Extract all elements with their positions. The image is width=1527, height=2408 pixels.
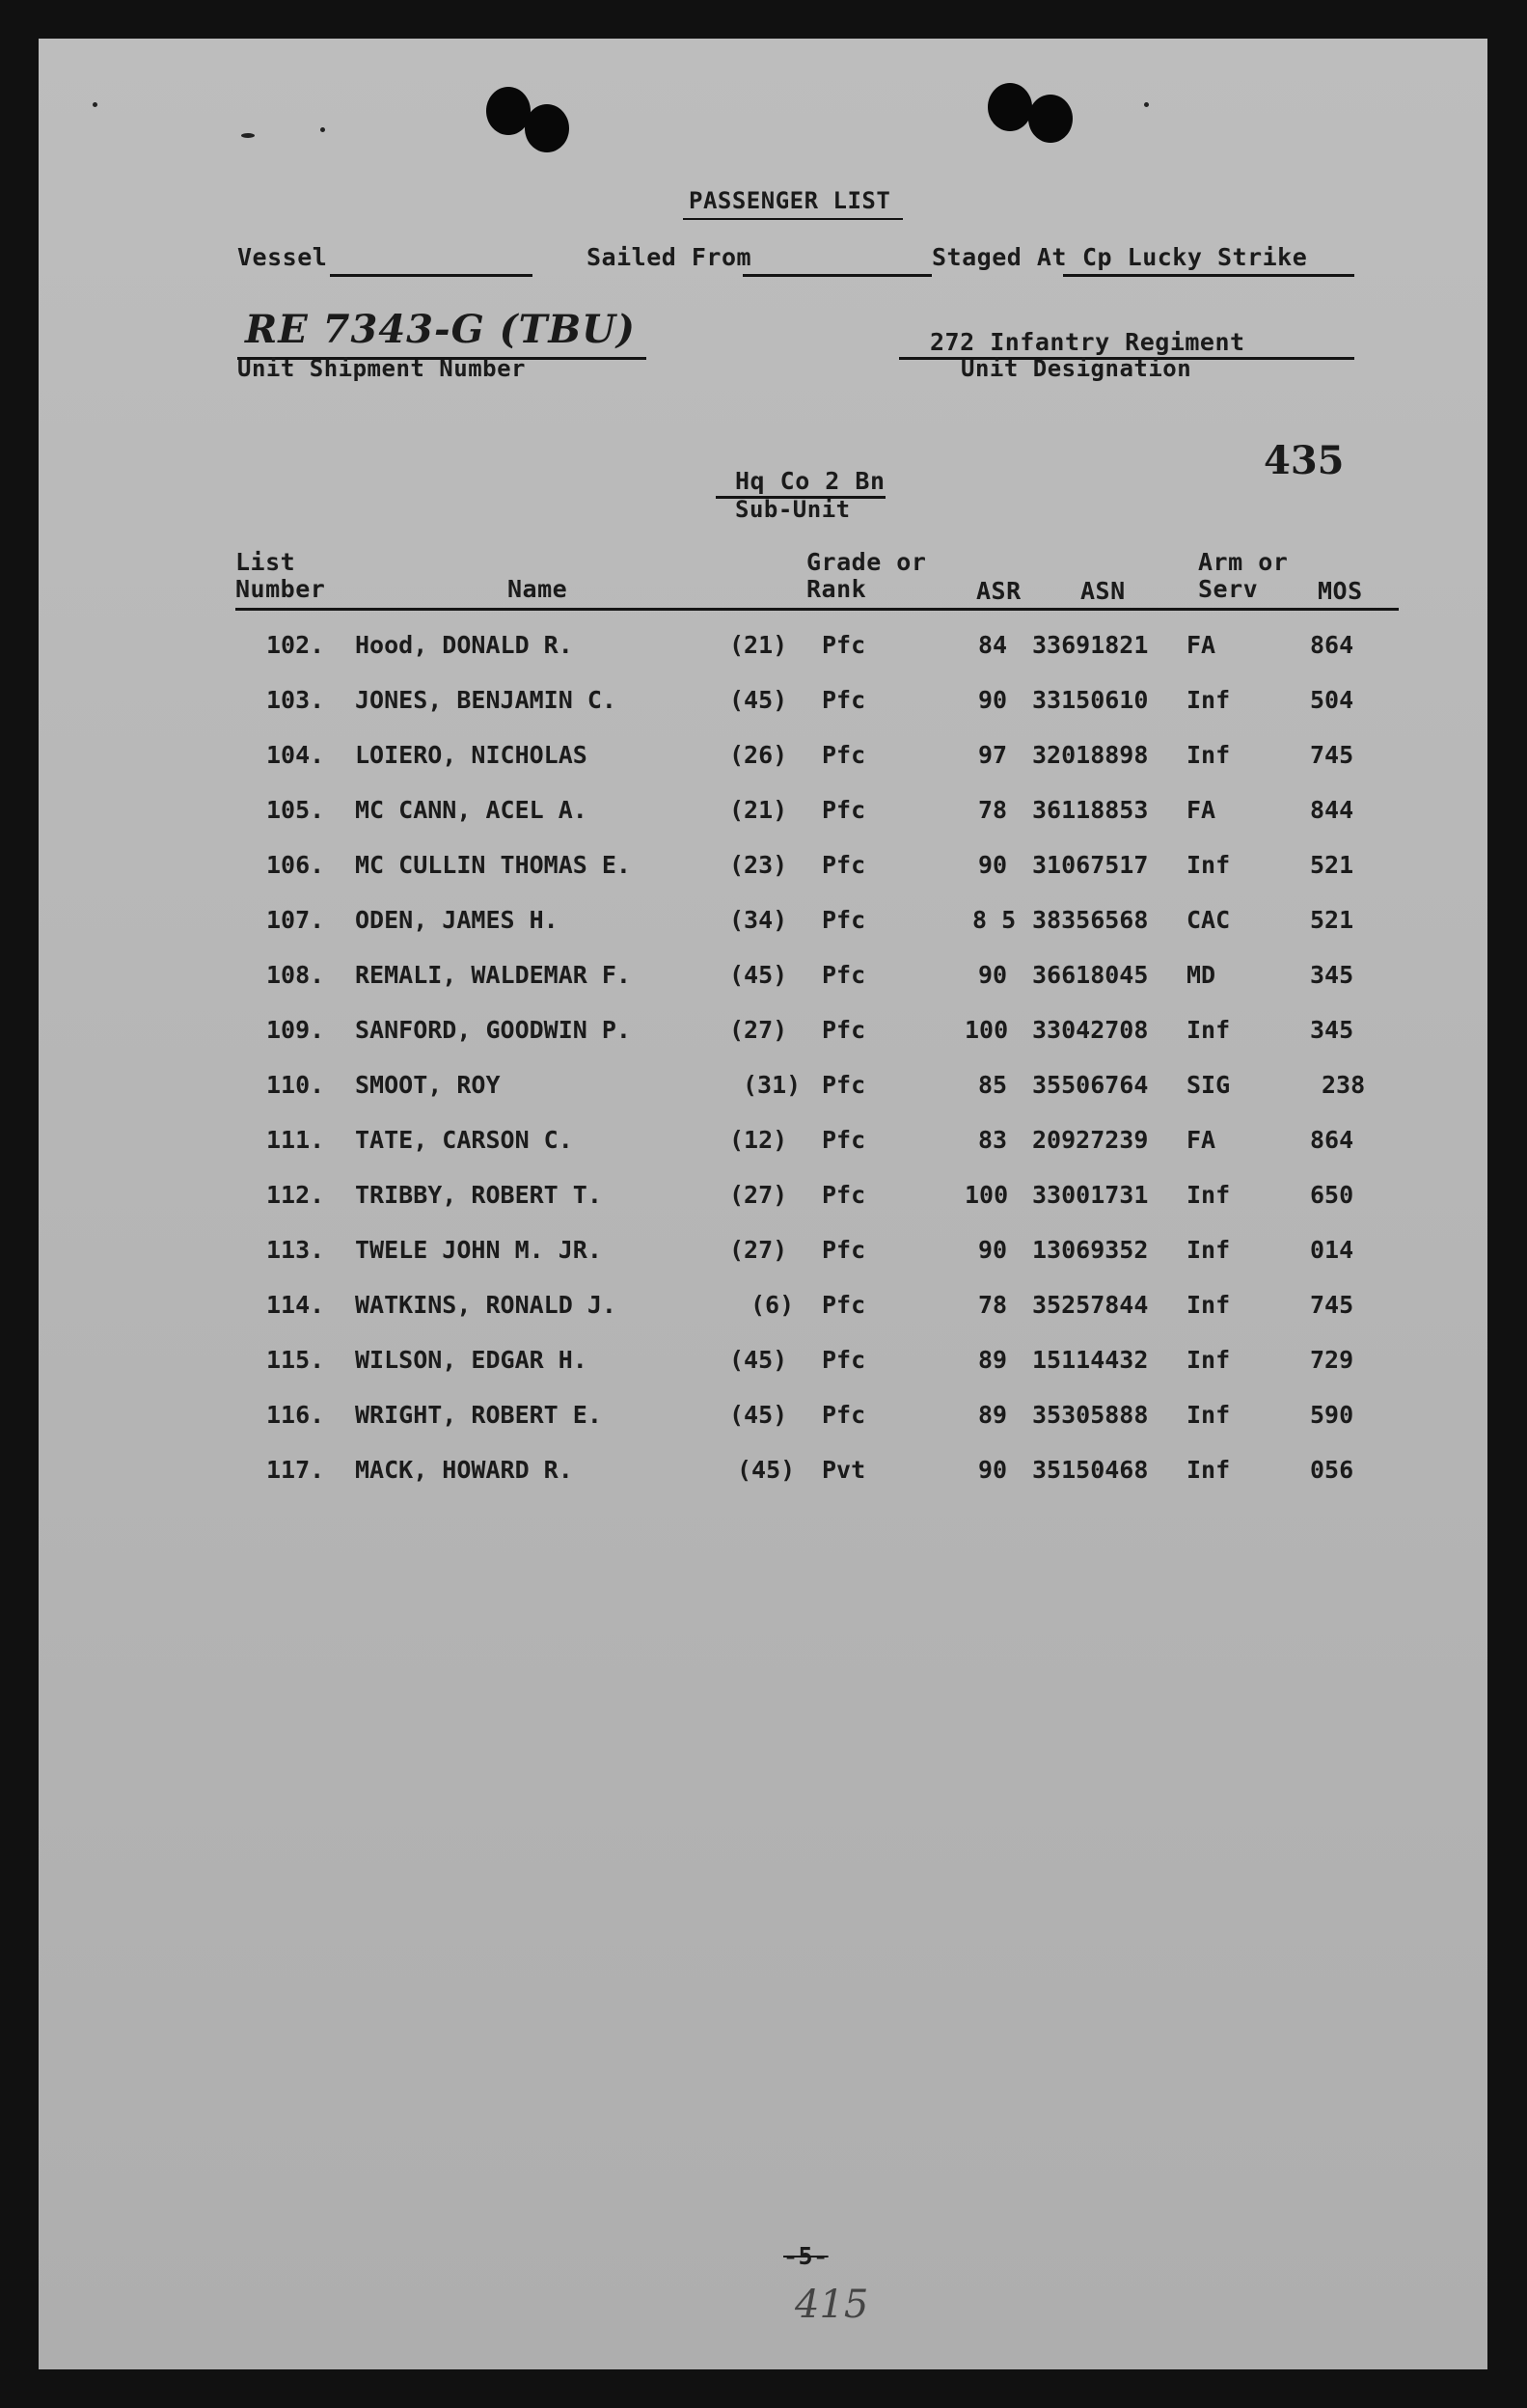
table-row bbox=[39, 1456, 1487, 1494]
table-row bbox=[39, 1291, 1487, 1329]
cell-code: (45) bbox=[729, 686, 788, 714]
cell-mos: 345 bbox=[1310, 1016, 1354, 1044]
cell-name: MACK, HOWARD R. bbox=[355, 1456, 573, 1484]
cell-rank: Pfc bbox=[822, 851, 866, 879]
unit-designation-label: Unit Designation bbox=[961, 355, 1192, 382]
cell-list-number: 113. bbox=[266, 1236, 325, 1264]
cell-asn: 35506764 bbox=[1032, 1071, 1149, 1099]
cell-asr: 90 bbox=[978, 1236, 1008, 1264]
cell-rank: Pfc bbox=[822, 741, 866, 769]
staged-at-value: Cp Lucky Strike bbox=[1082, 243, 1308, 271]
cell-arm: Inf bbox=[1186, 741, 1231, 769]
cell-rank: Pfc bbox=[822, 1126, 866, 1154]
cell-asn: 36118853 bbox=[1032, 796, 1149, 824]
cell-code: (6) bbox=[750, 1291, 795, 1319]
speck bbox=[320, 127, 325, 132]
cell-mos: 844 bbox=[1310, 796, 1354, 824]
cell-code: (27) bbox=[729, 1181, 788, 1209]
cell-name: REMALI, WALDEMAR F. bbox=[355, 961, 631, 989]
cell-asr: 78 bbox=[978, 796, 1008, 824]
cell-asr: 78 bbox=[978, 1291, 1008, 1319]
table-row bbox=[39, 1181, 1487, 1219]
cell-arm: Inf bbox=[1186, 1291, 1231, 1319]
cell-code: (31) bbox=[743, 1071, 802, 1099]
document-title: PASSENGER LIST bbox=[689, 187, 891, 214]
cell-asr: 90 bbox=[978, 1456, 1008, 1484]
cell-asr: 8 5 bbox=[972, 906, 1017, 934]
table-row bbox=[39, 631, 1487, 670]
cell-asr: 84 bbox=[978, 631, 1008, 659]
sailed-from-label: Sailed From bbox=[586, 243, 752, 271]
cell-arm: CAC bbox=[1186, 906, 1231, 934]
cell-mos: 521 bbox=[1310, 851, 1354, 879]
cell-code: (23) bbox=[729, 851, 788, 879]
table-row bbox=[39, 1071, 1487, 1109]
cell-asn: 33042708 bbox=[1032, 1016, 1149, 1044]
cell-name: WRIGHT, ROBERT E. bbox=[355, 1401, 602, 1429]
cell-list-number: 105. bbox=[266, 796, 325, 824]
cell-list-number: 114. bbox=[266, 1291, 325, 1319]
sub-unit-value: Hq Co 2 Bn bbox=[735, 467, 886, 495]
header-mos: MOS bbox=[1318, 577, 1363, 605]
cell-mos: 238 bbox=[1322, 1071, 1366, 1099]
speck bbox=[93, 102, 97, 107]
header-list-number-2: Number bbox=[235, 575, 326, 603]
cell-rank: Pfc bbox=[822, 686, 866, 714]
punch-hole bbox=[988, 83, 1032, 131]
cell-code: (27) bbox=[729, 1236, 788, 1264]
cell-name: TRIBBY, ROBERT T. bbox=[355, 1181, 602, 1209]
cell-asn: 35257844 bbox=[1032, 1291, 1149, 1319]
cell-list-number: 111. bbox=[266, 1126, 325, 1154]
cell-arm: FA bbox=[1186, 796, 1216, 824]
page-number: -5- bbox=[783, 2242, 829, 2270]
cell-rank: Pfc bbox=[822, 796, 866, 824]
cell-mos: 345 bbox=[1310, 961, 1354, 989]
cell-name: MC CANN, ACEL A. bbox=[355, 796, 587, 824]
header-asr: ASR bbox=[976, 577, 1022, 605]
cell-arm: Inf bbox=[1186, 1401, 1231, 1429]
cell-arm: FA bbox=[1186, 1126, 1216, 1154]
cell-rank: Pfc bbox=[822, 1346, 866, 1374]
cell-code: (45) bbox=[737, 1456, 796, 1484]
table-row bbox=[39, 1016, 1487, 1054]
table-row bbox=[39, 796, 1487, 835]
punch-hole bbox=[525, 104, 569, 152]
cell-mos: 650 bbox=[1310, 1181, 1354, 1209]
cell-asn: 33001731 bbox=[1032, 1181, 1149, 1209]
cell-asn: 33150610 bbox=[1032, 686, 1149, 714]
table-row bbox=[39, 961, 1487, 999]
cell-code: (45) bbox=[729, 1401, 788, 1429]
cell-asn: 15114432 bbox=[1032, 1346, 1149, 1374]
cell-arm: Inf bbox=[1186, 851, 1231, 879]
cell-list-number: 104. bbox=[266, 741, 325, 769]
staged-at-label: Staged At bbox=[932, 243, 1067, 271]
cell-rank: Pfc bbox=[822, 1071, 866, 1099]
cell-list-number: 103. bbox=[266, 686, 325, 714]
cell-rank: Pfc bbox=[822, 1181, 866, 1209]
cell-asr: 90 bbox=[978, 961, 1008, 989]
cell-list-number: 102. bbox=[266, 631, 325, 659]
cell-arm: Inf bbox=[1186, 1456, 1231, 1484]
cell-asn: 13069352 bbox=[1032, 1236, 1149, 1264]
cell-name: MC CULLIN THOMAS E. bbox=[355, 851, 631, 879]
cell-name: LOIERO, NICHOLAS bbox=[355, 741, 587, 769]
cell-mos: 864 bbox=[1310, 631, 1354, 659]
cell-asn: 38356568 bbox=[1032, 906, 1149, 934]
cell-list-number: 107. bbox=[266, 906, 325, 934]
table-row bbox=[39, 686, 1487, 725]
cell-name: TATE, CARSON C. bbox=[355, 1126, 573, 1154]
cell-name: ODEN, JAMES H. bbox=[355, 906, 559, 934]
cell-asr: 97 bbox=[978, 741, 1008, 769]
cell-asr: 89 bbox=[978, 1346, 1008, 1374]
cell-arm: Inf bbox=[1186, 1016, 1231, 1044]
cell-code: (21) bbox=[729, 631, 788, 659]
cell-asn: 20927239 bbox=[1032, 1126, 1149, 1154]
page-stamp-number: 435 bbox=[1264, 438, 1345, 483]
cell-asn: 31067517 bbox=[1032, 851, 1149, 879]
cell-name: SMOOT, ROY bbox=[355, 1071, 501, 1099]
cell-mos: 590 bbox=[1310, 1401, 1354, 1429]
vessel-field-line bbox=[330, 274, 532, 277]
cell-mos: 504 bbox=[1310, 686, 1354, 714]
cell-asr: 89 bbox=[978, 1401, 1008, 1429]
staged-at-field-line bbox=[1063, 274, 1354, 277]
speck bbox=[241, 133, 255, 138]
cell-list-number: 116. bbox=[266, 1401, 325, 1429]
cell-rank: Pfc bbox=[822, 1016, 866, 1044]
header-name: Name bbox=[507, 575, 568, 603]
header-arm-2: Serv bbox=[1198, 575, 1259, 603]
sailed-from-field-line bbox=[743, 274, 932, 277]
cell-name: WILSON, EDGAR H. bbox=[355, 1346, 587, 1374]
handwritten-number: 415 bbox=[795, 2283, 869, 2327]
cell-list-number: 110. bbox=[266, 1071, 325, 1099]
table-row bbox=[39, 741, 1487, 780]
table-row bbox=[39, 1236, 1487, 1274]
cell-arm: FA bbox=[1186, 631, 1216, 659]
cell-rank: Pfc bbox=[822, 631, 866, 659]
cell-arm: Inf bbox=[1186, 1236, 1231, 1264]
cell-mos: 521 bbox=[1310, 906, 1354, 934]
table-row bbox=[39, 1126, 1487, 1164]
title-underline bbox=[683, 218, 903, 220]
document-page bbox=[39, 39, 1487, 2369]
punch-hole bbox=[1028, 95, 1073, 143]
header-underline bbox=[235, 608, 1399, 611]
unit-shipment-number-label: Unit Shipment Number bbox=[237, 355, 526, 382]
cell-asr: 90 bbox=[978, 851, 1008, 879]
cell-mos: 745 bbox=[1310, 1291, 1354, 1319]
unit-shipment-number-value: RE 7343-G (TBU) bbox=[245, 307, 636, 352]
header-grade-1: Grade or bbox=[806, 548, 927, 576]
cell-list-number: 108. bbox=[266, 961, 325, 989]
table-row bbox=[39, 851, 1487, 889]
sub-unit-label: Sub-Unit bbox=[735, 496, 851, 523]
cell-code: (21) bbox=[729, 796, 788, 824]
cell-asn: 36618045 bbox=[1032, 961, 1149, 989]
vessel-label: Vessel bbox=[237, 243, 328, 271]
table-row bbox=[39, 906, 1487, 944]
cell-asn: 33691821 bbox=[1032, 631, 1149, 659]
speck bbox=[1144, 102, 1149, 107]
cell-asn: 35150468 bbox=[1032, 1456, 1149, 1484]
cell-rank: Pfc bbox=[822, 1401, 866, 1429]
cell-rank: Pfc bbox=[822, 906, 866, 934]
cell-name: TWELE JOHN M. JR. bbox=[355, 1236, 602, 1264]
cell-arm: Inf bbox=[1186, 1181, 1231, 1209]
cell-mos: 864 bbox=[1310, 1126, 1354, 1154]
cell-asn: 32018898 bbox=[1032, 741, 1149, 769]
cell-name: WATKINS, RONALD J. bbox=[355, 1291, 616, 1319]
cell-asr: 90 bbox=[978, 686, 1008, 714]
cell-list-number: 109. bbox=[266, 1016, 325, 1044]
cell-asr: 85 bbox=[978, 1071, 1008, 1099]
cell-name: SANFORD, GOODWIN P. bbox=[355, 1016, 631, 1044]
cell-asr: 100 bbox=[965, 1181, 1009, 1209]
cell-code: (45) bbox=[729, 961, 788, 989]
cell-asr: 100 bbox=[965, 1016, 1009, 1044]
cell-name: JONES, BENJAMIN C. bbox=[355, 686, 616, 714]
header-list-number-1: List bbox=[235, 548, 296, 576]
cell-arm: Inf bbox=[1186, 1346, 1231, 1374]
cell-list-number: 115. bbox=[266, 1346, 325, 1374]
cell-code: (26) bbox=[729, 741, 788, 769]
cell-rank: Pvt bbox=[822, 1456, 866, 1484]
cell-mos: 745 bbox=[1310, 741, 1354, 769]
cell-asn: 35305888 bbox=[1032, 1401, 1149, 1429]
cell-arm: MD bbox=[1186, 961, 1216, 989]
cell-arm: Inf bbox=[1186, 686, 1231, 714]
header-asn: ASN bbox=[1080, 577, 1126, 605]
cell-code: (45) bbox=[729, 1346, 788, 1374]
cell-mos: 729 bbox=[1310, 1346, 1354, 1374]
header-arm-1: Arm or bbox=[1198, 548, 1289, 576]
cell-mos: 014 bbox=[1310, 1236, 1354, 1264]
cell-arm: SIG bbox=[1186, 1071, 1231, 1099]
cell-list-number: 106. bbox=[266, 851, 325, 879]
cell-code: (12) bbox=[729, 1126, 788, 1154]
table-row bbox=[39, 1346, 1487, 1384]
cell-mos: 056 bbox=[1310, 1456, 1354, 1484]
header-grade-2: Rank bbox=[806, 575, 867, 603]
cell-list-number: 117. bbox=[266, 1456, 325, 1484]
cell-rank: Pfc bbox=[822, 1291, 866, 1319]
cell-code: (34) bbox=[729, 906, 788, 934]
cell-code: (27) bbox=[729, 1016, 788, 1044]
cell-rank: Pfc bbox=[822, 961, 866, 989]
cell-name: Hood, DONALD R. bbox=[355, 631, 573, 659]
table-row bbox=[39, 1401, 1487, 1439]
cell-list-number: 112. bbox=[266, 1181, 325, 1209]
cell-asr: 83 bbox=[978, 1126, 1008, 1154]
unit-designation-value: 272 Infantry Regiment bbox=[930, 328, 1245, 356]
cell-rank: Pfc bbox=[822, 1236, 866, 1264]
